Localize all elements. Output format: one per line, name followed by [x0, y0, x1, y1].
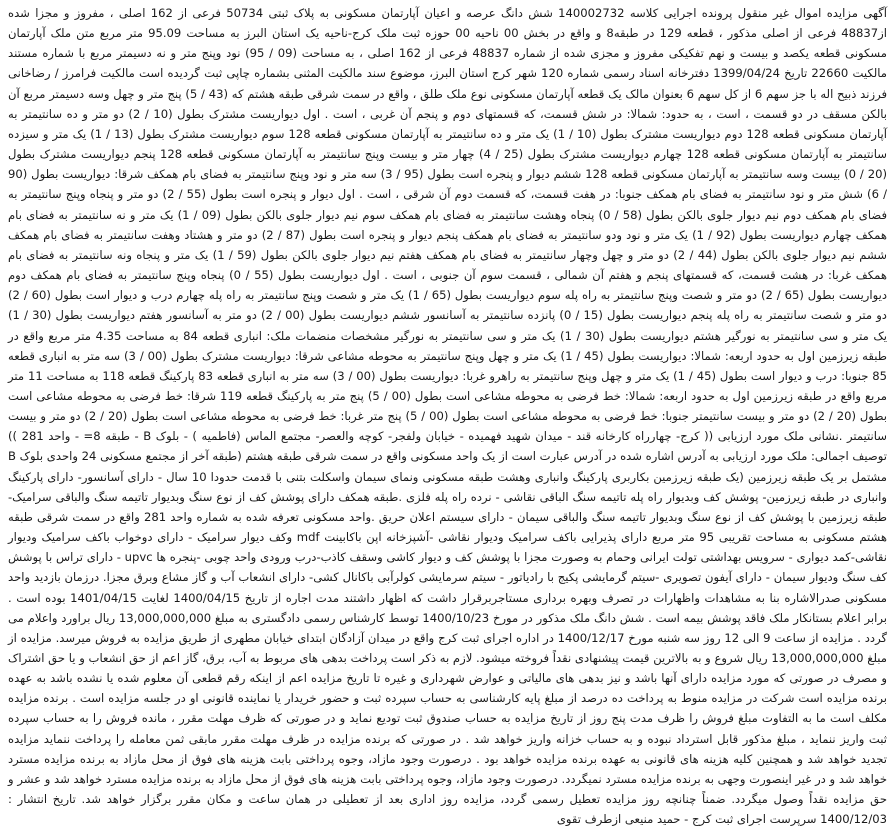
auction-notice-body: آگهی مزایده اموال غیر منقول پرونده اجرایی کلاسه 140002732 شش دانگ عرصه و اعیان آپارتمان مسکونی به پلاک ثبتی 50734 فرعی از 162 اصلی ، مفروز و مجزا شده از48837 فرعی از اصلی مذکور ، قطعه 129 در طبقه8 و واقع در بخش 00 ناحیه 00 حوزه ثبت ملک کرج-ناحیه یک استان البرز به مساحت 95.09 متر مربع متن ملک آپارتمان مسکونی قطعه یکصد و بیست و نهم تفکیکی مفروز و مجزی شده از شماره 48837 فرعی از 162 اصلی ، به مساحت (09 / 95) نود وپنج متر و نه دسیمتر مربع با شماره مستند مالکیت 22660 تاریخ 1399/04/24 دفترخانه اسناد رسمی شماره 120 شهر کرج استان البرز، موضوع سند مالکیت المثنی بشماره چاپی ثبت گردیده است مالکیت فرامرز / رضاخانی فرزند ذبیح اله با جز سهم 6 از کل سهم 6 بعنوان مالک یک قطعه آپارتمان مسکونی نوع ملک طلق ، واقع در سمت شرقی طبقه هشتم که (43 / 5) پنج متر و چهل وسه دسیمتر مربع آن بالکن مسقف در دو قسمت ، است ، به حدود: شمالا: در شش قسمت، که قسمتهای دوم و پنجم آن غربی ، است . اول دیواریست مشترک بطول (10 / 2) دو متر و ده سانتیمتر به آپارتمان مسکونی قطعه 128 دوم دیواریست مشترک بطول (10 / 1) یک متر و ده سانتیمتر به آپارتمان مسکونی قطعه 128 سوم دیواریست مشترک بطول (13 / 1) یک متر و سیزده سانتیمتر به آپارتمان مسکونی قطعه 128 چهارم دیواریست مشترک بطول (25 / 4) چهار متر و بیست وپنج سانتیمتر به آپارتمان مسکونی قطعه 128 پنجم دیواریست مشترک بطول (20 / 0) بیست وسه سانتیمتر به آپارتمان مسکونی قطعه 128 ششم دیوار و پنجره است بطول (95 / 3) سه متر و نود وپنج سانتیمتر به فضای بام همکف شرقا: دیواریست بطول (90 / 6) شش متر و نود سانتیمتر به فضای بام همکف جنوبا: در هفت قسمت، که قسمت دوم آن شرقی ، است . اول دیوار و پنجره است بطول (55 / 2) دو متر و پنجاه وپنج سانتیمتر به فضای بام همکف دوم نیم دیوار جلوی بالکن بطول (58 / 0) پنجاه وهشت سانتیمتر به فضای بام همکف سوم نیم دیوار جلوی بالکن بطول (09 / 1) یک متر و نه سانتیمتر به فضای بام همکف چهارم دیواریست بطول (92 / 1) یک متر و نود ودو سانتیمتر به فضای بام همکف پنجم دیوار و پنجره است بطول (87 / 2) دو متر و هشتاد وهفت سانتیمتر به فضای بام همکف ششم نیم دیوار جلوی بالکن بطول (44 / 2) دو متر و چهل وچهار سانتیمتر به فضای بام همکف هفتم نیم دیوار جلوی بالکن بطول (59 / 1) یک متر و پنجاه ونه سانتیمتر به فضای بام همکف غربا: در هشت قسمت، که قسمتهای پنجم و هفتم آن شمالی ، قسمت سوم آن جنوبی ، است . اول دیواریست بطول (55 / 0) پنجاه وپنج سانتیمتر به فضای بام همکف دوم دیواریست بطول (65 / 2) دو متر و شصت وپنج سانتیمتر به راه پله سوم دیواریست بطول (65 / 1) یک متر و شصت وپنج سانتیمتر به راه پله چهارم درب و دیوار است بطول (60 / 2) دو متر و شصت سانتیمتر به راه پله پنجم دیواریست بطول (15 / 0) پانزده سانتیمتر به آسانسور ششم دیواریست بطول (00 / 2) دو متر به آسانسور هفتم دیواریست بطول (30 / 1) یک متر و سی سانتیمتر به نورگیر هشتم دیواریست بطول (30 / 1) یک متر و سی سانتیمتر به نورگیر مشخصات منضمات ملک: انباری قطعه 84 به مساحت 4.35 متر مربع واقع در طبقه زیرزمین اول به حدود اربعه: شمالا: دیواریست بطول (45 / 1) یک متر و چهل وپنج سانتیمتر به محوطه مشاعی شرقا: دیواریست مشترک بطول (00 / 3) سه متر به انباری قطعه 85 جنوبا: درب و دیوار است بطول (45 / 1) یک متر و چهل وپنج سانتیمتر به راهرو غربا: دیواریست بطول (00 / 3) سه متر به انباری قطعه 83 پارکینگ قطعه 118 به مساحت 11 متر مربع واقع در طبقه زیرزمین اول به حدود اربعه: شمالا: خط فرضی به محوطه مشاعی است بطول (00 / 5) پنج متر به پارکینگ قطعه 119 شرقا: خط فرضی به محوطه مشاعی است بطول (20 / 2) دو متر و بیست سانتیمتر جنوبا: خط فرضی به محوطه مشاعی است بطول (00 / 5) پنج متر غربا: خط فرضی به محوطه مشاعی است بطول (20 / 2) دو متر و بیست سانتیمتر .نشانی ملک مورد ارزیابی (( کرج- چهارراه کارخانه قند - میدان شهید فهمیده - خیابان ولفجر- کوچه والعصر- مجتمع الماس (فاطمیه ) - بلوک B - طبقه 8= - واحد 281 )) توصیف اجمالی: ملک مورد ارزیابی به آدرس اشاره شده در آدرس عبارت است از یک واحد مسکونی واقع در سمت شرقی طبقه هشتم (طبقه آخر از مجتمع مسکونی 24 واحدی بلوک B مشتمل بر یک طبقه زیرزمین (یک طبقه زیرزمین بکاربری پارکینگ وانباری وهشت طبقه مسکونی ونمای سیمان واسکلت بتنی با قدمت حدودا 10 سال - دارای آسانسور- دارای پارکینگ وانباری در طبقه زیرزمین- پوشش کف وبدیوار راه پله تاتیمه سنگ الباقی نقاشی - نرده راه پله فلزی .طبقه همکف دارای پوشش کف از نوع سنگ وبدیوار تاتیمه سنگ والباقی سرامیک- طبقه زیرزمین با پوشش کف از نوع سنگ وبدیوار تاتیمه سنگ والباقی سیمان - دارای سیستم اعلان حریق .واحد مسکونی تعرفه شده به شماره واحد 281 واقع در سمت شرقی طبقه هشتم مسکونی به مساحت تقریبی 95 متر مربع دارای پذیرایی باکف سرامیک ودیوار نقاشی -آشپزخانه اپن باکابینت mdf وکف دیوار سرامیک - دارای دوخواب باکف سرامیک ودیوار نقاشی-کمد دیواری - سرویس بهداشتی تولت ایرانی وحمام به وصورت مجزا با پوشش کف و دیوار کاشی وسقف کاذب-درب ورودی واحد چوبی -پنجره ها upvc - دارای تراس با پوشش کف سنگ ودیوار سیمان - دارای آیفون تصویری -سیتم گرمایشی پکیج با رادیاتور - سیتم سرمایشی کولرآبی باکانال کشی- دارای انشعاب آب و گاز مشاع وبرق مجزا. درزمان بازدید واحد مسکونی صدرالاشاره بنا به مشاهدات واظهارات در تصرف وبهره برداری مستاجربرقرار داشت که اظهار داشتند مدت اجاره از تاریخ 1400/04/15 لغایت 1401/04/15 بوده است . برابر اعلام بستانکار ملک فاقد پوشش بیمه است . شش دانگ ملک مذکور در مورخ 1400/10/23 توسط کارشناس رسمی دادگستری به مبلغ 13,000,000,000 ریال براورد واعلام می گردد . مزایده از ساعت 9 الی 12 روز سه شنبه مورخ 1400/12/17 در اداره اجرای ثبت کرج واقع در میدان آزادگان ابتدای خیابان مطهری از طریق مزایده به فروش میرسد. مزایده از مبلغ 13,000,000,000 ریال شروع و به بالاترین قیمت پیشنهادی نقداً فروخته میشود. لازم به ذکر است پرداخت بدهی های مربوط به آب، برق، گاز اعم از حق انشعاب و یا حق اشتراک و مصرف در صورتی که مورد مزایده دارای آنها باشد و نیز بدهی های مالیاتی و عوارض شهرداری و غیره تا تاریخ مزایده اعم از اینکه رقم قطعی آن معلوم شده یا نشده باشد به عهده برنده مزایده است شرکت در مزایده منوط به پرداخت ده درصد از مبلغ پایه کارشناسی به حساب سپرده ثبت و حضور خریدار یا نماینده قانونی او در جلسه مزایده است . برنده مزایده مکلف است ما به التفاوت مبلغ فروش را ظرف مدت پنج روز از تاریخ مزایده به حساب صندوق ثبت تودیع نماید و در صورتی که ظرف مهلت مقرر ، مانده فروش را به حساب سپرده ثبت واریز ننماید ، مبلغ مذکور قابل استرداد نبوده و به حساب خزانه واریز خواهد شد . در صورتی که برنده مزایده در ظرف مهلت مقرر مابقی ثمن معامله را پرداخت ننماید مزایده تجدید خواهد شد و همچنین کلیه هزینه های قانونی به عهده برنده مزایده خواهد بود . درصورت وجود مازاد، وجوه پرداختی بابت هزینه های فوق از محل مازاد به برنده مزایده مسترد خواهد شد و در غیر اینصورت وجهی به برنده مزایده مسترد نمیگردد. درصورت وجود مازاد، وجوه پرداختی بابت هزینه های فوق از محل مازاد به برنده مزایده مسترد خواهد شد و عشر و حق مزایده نقداً وصول میگردد. ضمناً چنانچه روز مزایده تعطیل رسمی گردد، مزایده روز اداری بعد از تعطیلی در همان ساعت و مکان مقرر برگزار خواهد شد. تاریخ انتشار : 1400/12/03 سرپرست اجرای ثبت کرج - حمید منیعی ازطرف تقوی [8, 6, 888, 827]
